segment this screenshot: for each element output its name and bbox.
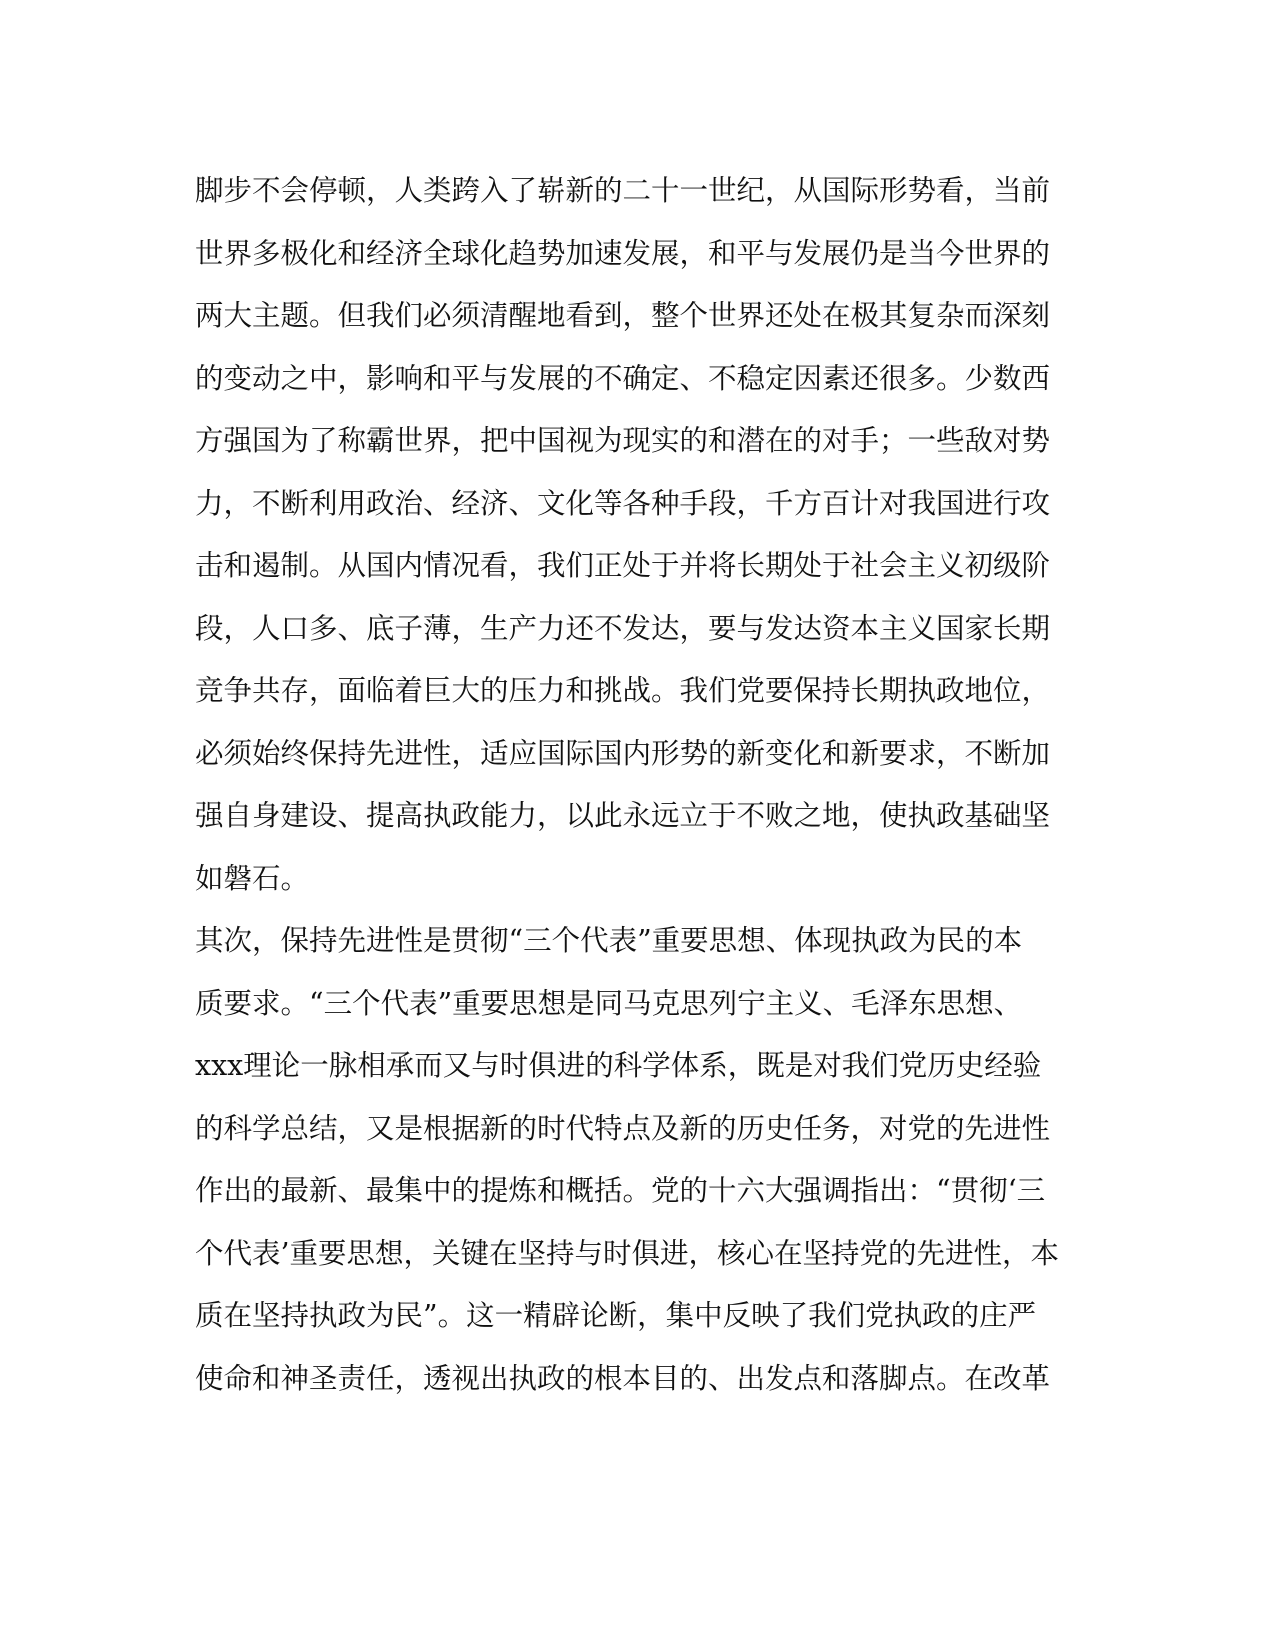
text-line: 力，不断利用政治、经济、文化等各种手段，千方百计对我国进行攻 bbox=[195, 486, 1051, 520]
text-line: 击和遏制。从国内情况看，我们正处于并将长期处于社会主义初级阶 bbox=[195, 549, 1051, 582]
text-line: 的变动之中，影响和平与发展的不确定、不稳定因素还很多。少数西 bbox=[195, 361, 1051, 395]
body-text bbox=[195, 160, 1075, 1410]
text-line: 作出的最新、最集中的提炼和概括。党的十六大强调指出：“贯彻‘三 bbox=[195, 1174, 1046, 1207]
text-line: 必须始终保持先进性，适应国际国内形势的新变化和新要求，不断加 bbox=[195, 736, 1051, 770]
text-line: 段，人口多、底子薄，生产力还不发达，要与发达资本主义国家长期 bbox=[195, 611, 1051, 645]
text-line: 强自身建设、提高执政能力，以此永远立于不败之地，使执政基础坚 bbox=[195, 799, 1051, 832]
text-line: 使命和神圣责任，透视出执政的根本目的、出发点和落脚点。在改革 bbox=[195, 1361, 1051, 1395]
text-line: 两大主题。但我们必须清醒地看到，整个世界还处在极其复杂而深刻 bbox=[195, 299, 1051, 332]
text-line: xxx理论一脉相承而又与时俱进的科学体系，既是对我们党历史经验 bbox=[195, 1049, 1042, 1082]
text-line: 的科学总结，又是根据新的时代特点及新的历史任务，对党的先进性 bbox=[195, 1111, 1051, 1145]
text-line: 其次，保持先进性是贯彻“三个代表”重要思想、体现执政为民的本 bbox=[195, 924, 1023, 957]
text-line: 如磐石。 bbox=[195, 861, 310, 895]
text-line: 个代表’重要思想，关键在坚持与时俱进，核心在坚持党的先进性，本 bbox=[195, 1236, 1060, 1270]
text-line: 脚步不会停顿，人类跨入了崭新的二十一世纪，从国际形势看，当前 bbox=[195, 174, 1051, 207]
text-line: 竞争共存，面临着巨大的压力和挑战。我们党要保持长期执政地位， bbox=[195, 674, 1051, 707]
text-line: 方强国为了称霸世界，把中国视为现实的和潜在的对手；一些敌对势 bbox=[195, 424, 1051, 457]
text-line: 质在坚持执政为民”。这一精辟论断，集中反映了我们党执政的庄严 bbox=[195, 1299, 1037, 1332]
text-line: 质要求。“三个代表”重要思想是同马克思列宁主义、毛泽东思想、 bbox=[195, 986, 1023, 1020]
text-line: 世界多极化和经济全球化趋势加速发展，和平与发展仍是当今世界的 bbox=[195, 236, 1051, 270]
